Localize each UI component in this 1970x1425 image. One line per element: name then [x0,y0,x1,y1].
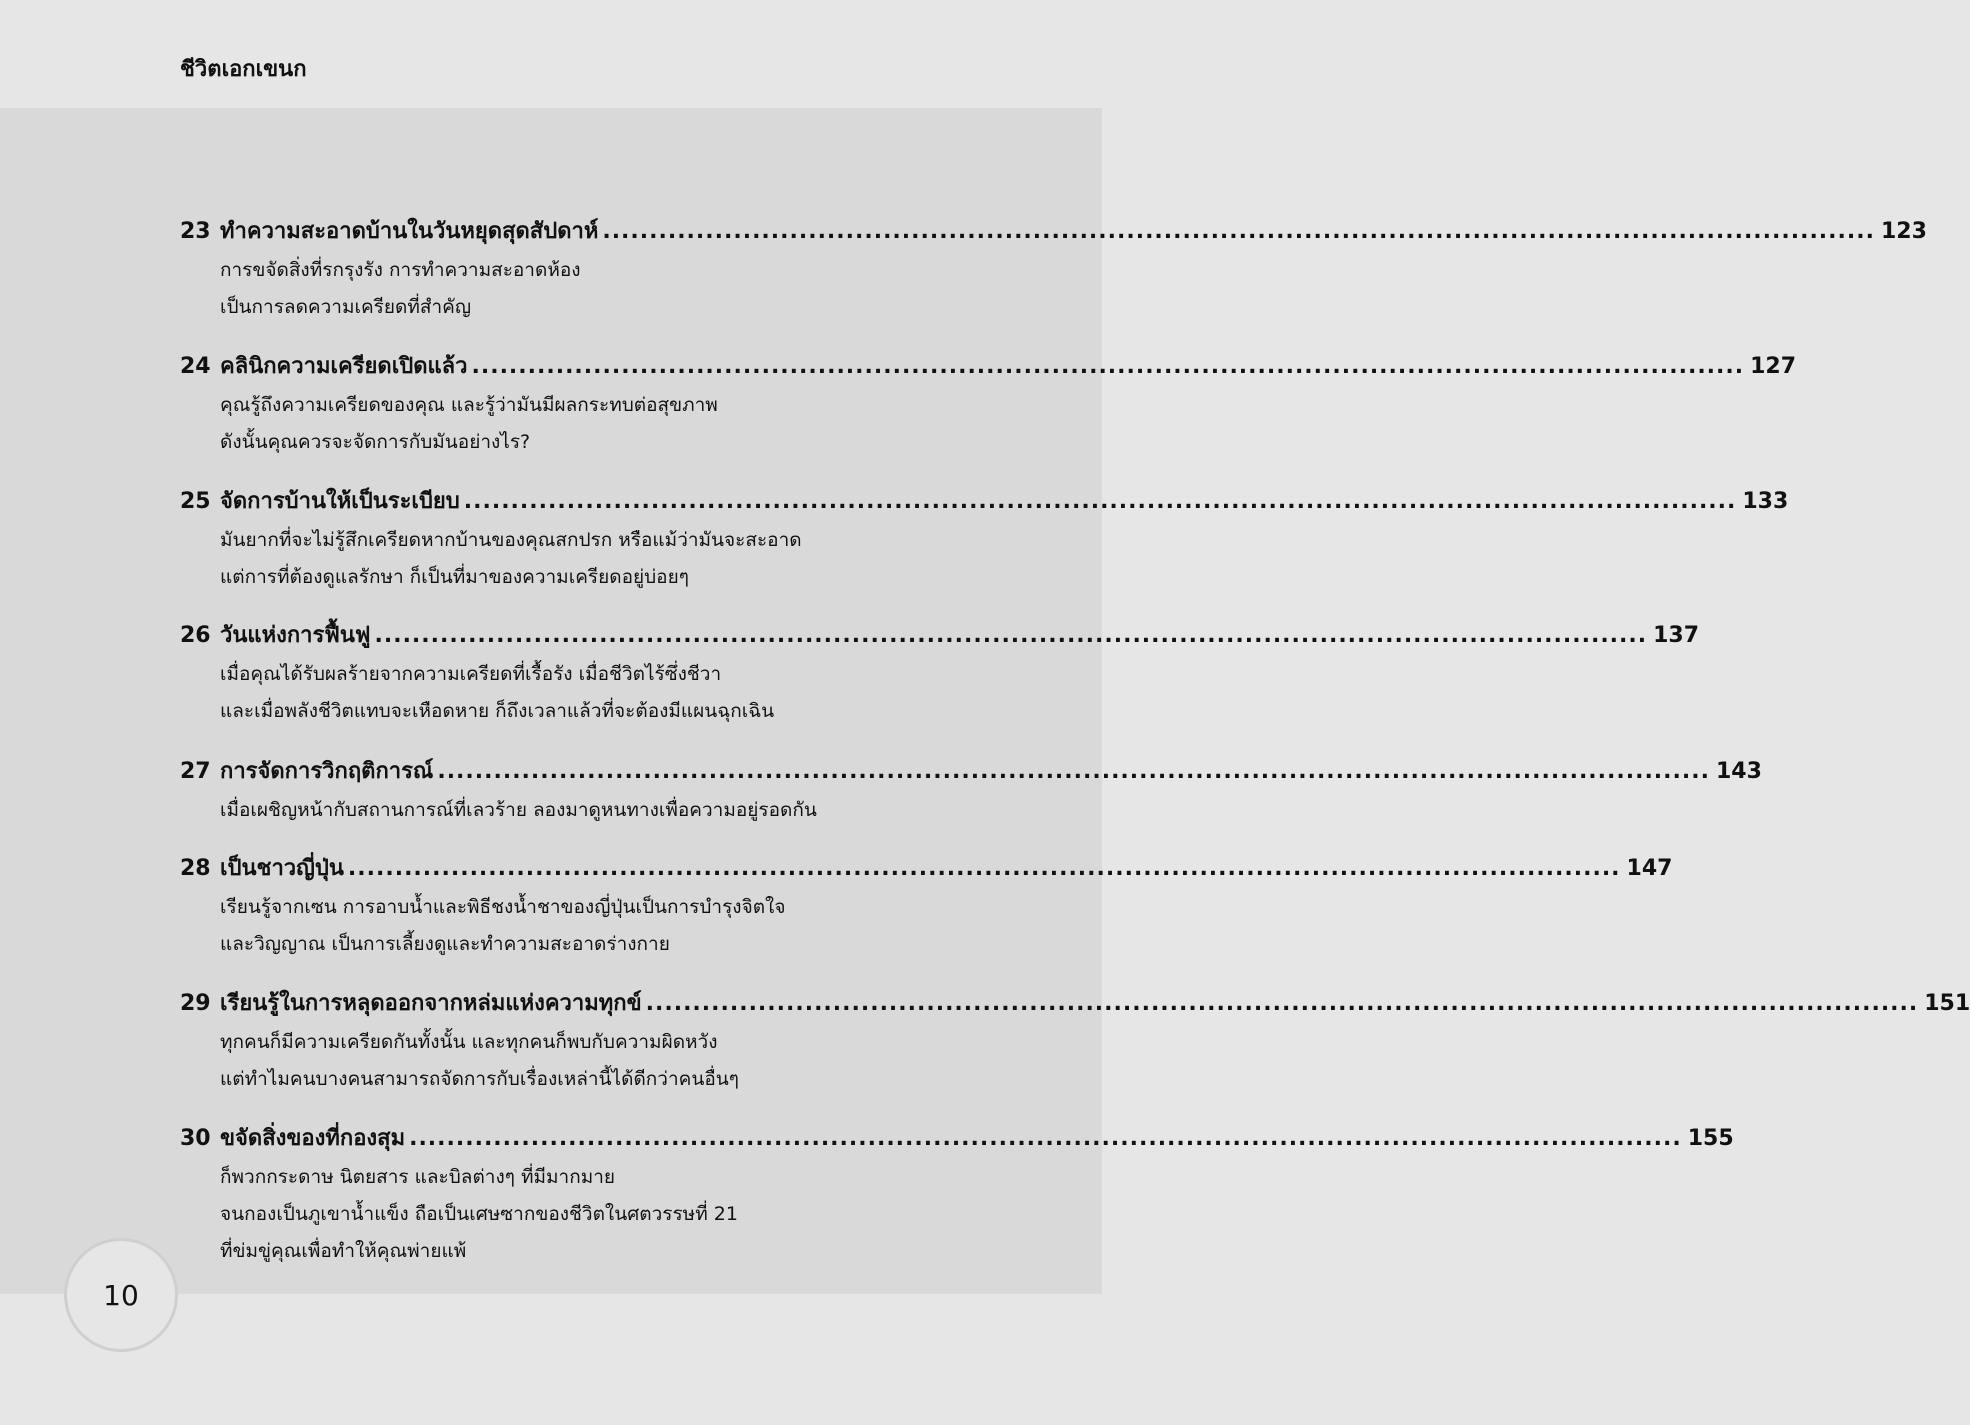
dot-leader: ........................................................................................................................................ [437,759,1710,784]
entry-number: 28 [180,856,211,881]
entry-description-line: มันยากที่จะไม่รู้สึกเครียดหากบ้านของคุณสกปรก หรือแม้ว่ามันจะสะอาด [220,529,802,551]
entry-number: 26 [180,623,211,648]
entry-description-line: แต่ทำไมคนบางคนสามารถจัดการกับเรื่องเหล่านี้ได้ดีกว่าคนอื่นๆ [220,1068,739,1090]
entry-description-line: การขจัดสิ่งที่รกรุงรัง การทำความสะอาดห้อง [220,259,581,281]
dot-leader: ........................................................................................................................................ [463,489,1737,514]
entry-title: คลินิกความเครียดเปิดแล้ว [220,354,468,379]
dot-leader: ........................................................................................................................................ [374,623,1648,648]
entry-page-number: 147 [1626,856,1673,881]
entry-number: 25 [180,489,211,514]
entry-description-line: ที่ข่มขู่คุณเพื่อทำให้คุณพ่ายแพ้ [220,1240,467,1262]
entry-number: 24 [180,354,211,379]
toc-entry-29 [180,984,1970,1098]
entry-page-number: 123 [1880,219,1927,244]
entry-title: เรียนรู้ในการหลุดออกจากหล่มแห่งความทุกข์ [220,991,642,1016]
entry-description-line: เมื่อเผชิญหน้ากับสถานการณ์ที่เลวร้าย ลองมาดูหนทางเพื่อความอยู่รอดกัน [220,799,817,821]
dot-leader: ........................................................................................................................................ [409,1126,1682,1151]
entry-title: การจัดการวิกฤติการณ์ [220,759,434,784]
entry-page-number: 143 [1715,759,1762,784]
page-number: 10 [103,1278,139,1312]
entry-description-line: และเมื่อพลังชีวิตแทบจะเหือดหาย ก็ถึงเวลาแล้วที่จะต้องมีแผนฉุกเฉิน [220,700,775,722]
dot-leader: ........................................................................................................................................ [602,219,1875,244]
entry-page-number: 127 [1750,354,1797,379]
entry-number: 23 [180,219,211,244]
entry-description-line: ก็พวกกระดาษ นิตยสาร และบิลต่างๆ ที่มีมากมาย [220,1166,616,1188]
entry-description-line: จนกองเป็นภูเขาน้ำแข็ง ถือเป็นเศษซากของชีวิตในศตวรรษที่ 21 [220,1203,738,1225]
header-band [0,0,1102,108]
book-title: ชีวิตเอกเขนก [180,57,307,82]
entry-title: ทำความสะอาดบ้านในวันหยุดสุดสัปดาห์ [220,219,599,244]
entry-description-line: และวิญญาณ เป็นการเลี้ยงดูและทำความสะอาดร่างกาย [220,933,670,955]
toc-entry-25 [180,482,1789,596]
toc-entry-28 [180,849,1673,963]
entry-description-line: เมื่อคุณได้รับผลร้ายจากความเครียดที่เรื้อรัง เมื่อชีวิตไร้ซึ่งชีวา [220,663,722,685]
entry-description-line: เป็นการลดความเครียดที่สำคัญ [220,296,472,318]
entry-page-number: 133 [1742,489,1789,514]
entry-number: 30 [180,1126,211,1151]
entry-title: เป็นชาวญี่ปุ่น [220,856,344,881]
toc-entry-23 [180,212,1927,326]
entry-description-line: เรียนรู้จากเซน การอาบน้ำและพิธีชงน้ำชาของญี่ปุ่นเป็นการบำรุงจิตใจ [220,896,786,918]
dot-leader: ........................................................................................................................................ [645,991,1919,1016]
entry-description-line: คุณรู้ถึงความเครียดของคุณ และรู้ว่ามันมีผลกระทบต่อสุขภาพ [220,394,718,416]
entry-title: วันแห่งการฟื้นฟู [220,623,371,648]
entry-description-line: ทุกคนก็มีความเครียดกันทั้งนั้น และทุกคนก็พบกับความผิดหวัง [220,1031,718,1053]
entry-description-line: แต่การที่ต้องดูแลรักษา ก็เป็นที่มาของความเครียดอยู่บ่อยๆ [220,566,689,588]
dot-leader: ........................................................................................................................................ [471,354,1745,379]
entry-description-line: ดังนั้นคุณควรจะจัดการกับมันอย่างไร? [220,431,531,453]
entry-page-number: 137 [1653,623,1700,648]
dot-leader: ........................................................................................................................................ [347,856,1621,881]
entry-title: จัดการบ้านให้เป็นระเบียบ [220,489,460,514]
entry-number: 27 [180,759,211,784]
entry-page-number: 155 [1687,1126,1734,1151]
toc-entry-30 [180,1119,1734,1270]
page-number-badge [64,1238,178,1352]
entry-title: ขจัดสิ่งของที่กองสุม [220,1126,406,1151]
toc-entry-26 [180,616,1700,730]
entry-page-number: 151 [1924,991,1970,1016]
entry-number: 29 [180,991,211,1016]
toc-entry-27 [180,752,1762,829]
toc-entry-24 [180,347,1797,461]
